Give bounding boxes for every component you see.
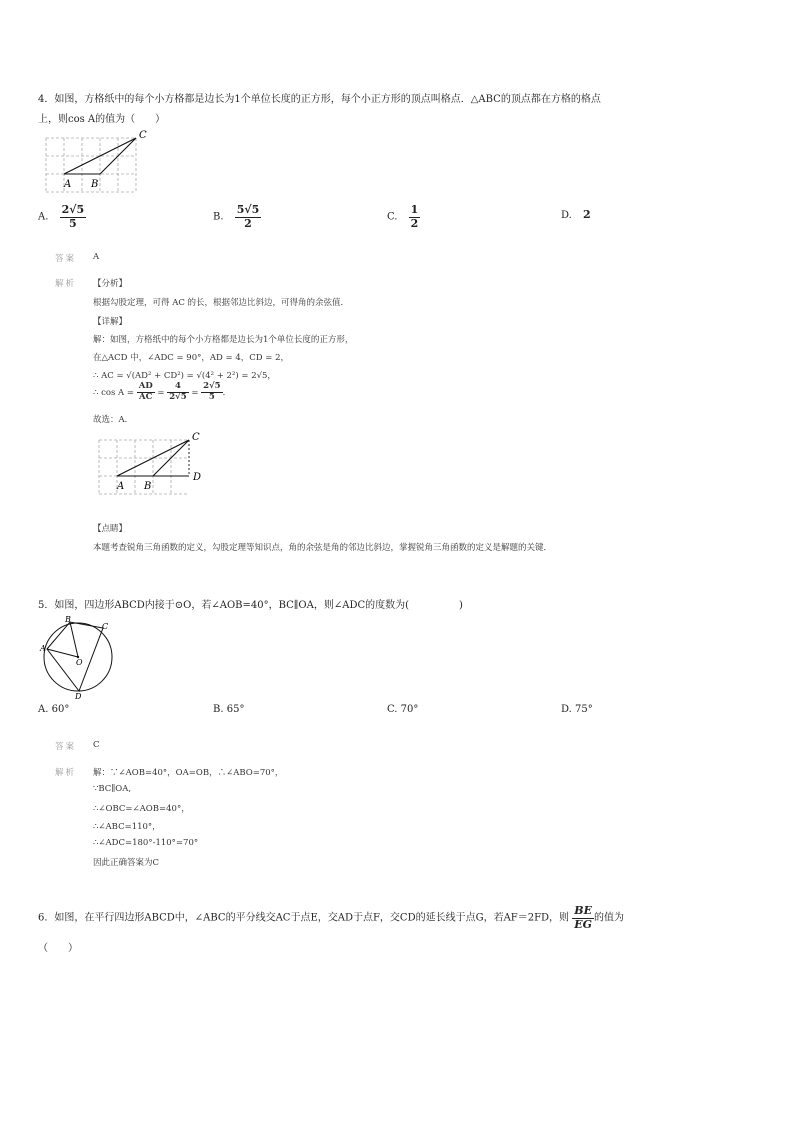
q4-option-d: D. 2	[561, 208, 591, 221]
q4-analysis-label: 解析	[55, 279, 77, 289]
q5-label-c: C	[102, 622, 109, 631]
q4-sol-label-d: D	[193, 472, 202, 483]
q5-sol-line: ∴∠ADC=180°-110°=70°	[93, 838, 199, 848]
q5-circle-figure	[40, 612, 120, 702]
q4-sol-label-a: A	[117, 481, 125, 492]
q5-stem: 5．如图，四边形ABCD内接于⊙O，若∠AOB=40°，BC∥OA，则∠ADC的度数为( )	[38, 600, 463, 611]
q5-answer-label: 答案	[55, 742, 77, 752]
q4-option-c: C. $\frac{1}{2}$	[387, 203, 419, 230]
q5-option-c: C. 70°	[387, 704, 419, 715]
q5-sol-line: ∴∠OBC=∠AOB=40°，	[93, 804, 190, 814]
q4-sol-line2: 在△ACD 中，∠ADC = 90°，AD = 4，CD = 2，	[93, 353, 290, 363]
q4-sol-remark: 本题考查锐角三角函数的定义，勾股定理等知识点，角的余弦是角的邻边比斜边，掌握锐角三角函数的定义是解题的关键．	[93, 543, 553, 553]
q4-stem-line1: 4．如图，方格纸中的每个小方格都是边长为1个单位长度的正方形，每个小正方形的顶点叫格点．△ABC的顶点都在方格的格点	[38, 94, 601, 105]
q4-label-a: A	[64, 179, 72, 190]
q5-analysis-label: 解析	[55, 768, 77, 778]
q5-label-o: O	[76, 658, 83, 667]
q4-answer-label: 答案	[55, 254, 77, 264]
q4-sol-heading-detail: 【详解】	[93, 317, 128, 327]
q5-label-d: D	[75, 692, 82, 701]
q4-sol-line3: ∴ AC = √(AD² + CD²) = √(4² + 2²) = 2√5，	[93, 371, 276, 381]
q6-stem-line2: （ ）	[38, 943, 78, 954]
q6-frac-num: BE	[572, 905, 594, 919]
q4-sol-heading-remark: 【点睛】	[93, 524, 128, 534]
q4-label-c: C	[139, 130, 147, 141]
q5-option-a: A. 60°	[38, 704, 70, 715]
q4-grid-figure	[44, 128, 154, 198]
q4-sol-line1: 解：如图，方格纸中的每个小方格都是边长为1个单位长度的正方形，	[93, 335, 354, 345]
q5-label-a: A	[40, 644, 46, 653]
q5-sol-line: 解：∵∠AOB=40°，OA=OB，∴∠ABO=70°，	[93, 768, 284, 778]
q4-sol-conclusion: 故选：A．	[93, 415, 134, 425]
q4-sol-line4: ∴ cos A = $\frac{AD}{AC}$ = $\frac{4}{2√5}$ = $\frac{2√5}{5}$ ．	[93, 381, 232, 402]
q5-sol-line: 因此正确答案为C	[93, 858, 160, 868]
q4-sol-label-b: B	[144, 481, 152, 492]
q6-stem: 6．如图，在平行四边形ABCD中，∠ABC的平分线交AC于点E，交AD于点F，交CD的延长线于点G，若AF＝2FD，则 $\frac{BE}{EG}$ 的值为	[38, 904, 625, 931]
q4-sol-label-c: C	[192, 432, 200, 443]
q4-option-b: B. $\frac{5√5}{2}$	[213, 203, 260, 230]
q4-label-b: B	[91, 179, 99, 190]
q5-label-b: B	[65, 615, 71, 624]
q4-sol-analysis: 根据勾股定理，可得 AC 的长，根据邻边比斜边，可得角的余弦值．	[93, 298, 350, 308]
q5-answer: C	[93, 740, 100, 750]
q5-option-b: B. 65°	[213, 704, 245, 715]
q4-sol-heading-analysis: 【分析】	[93, 279, 128, 289]
q5-sol-line: ∴∠ABC=110°，	[93, 822, 161, 832]
q4-stem-line2: 上，则cos A的值为（ ）	[38, 114, 166, 125]
q4-answer: A	[93, 252, 100, 262]
q5-sol-line: ∵BC∥OA,	[93, 784, 132, 794]
q4-solution-figure	[97, 430, 217, 500]
q5-option-d: D. 75°	[561, 704, 593, 715]
q6-frac-den: EG	[574, 917, 593, 931]
q4-option-a: A. $\frac{2√5}{5}$	[38, 203, 85, 230]
